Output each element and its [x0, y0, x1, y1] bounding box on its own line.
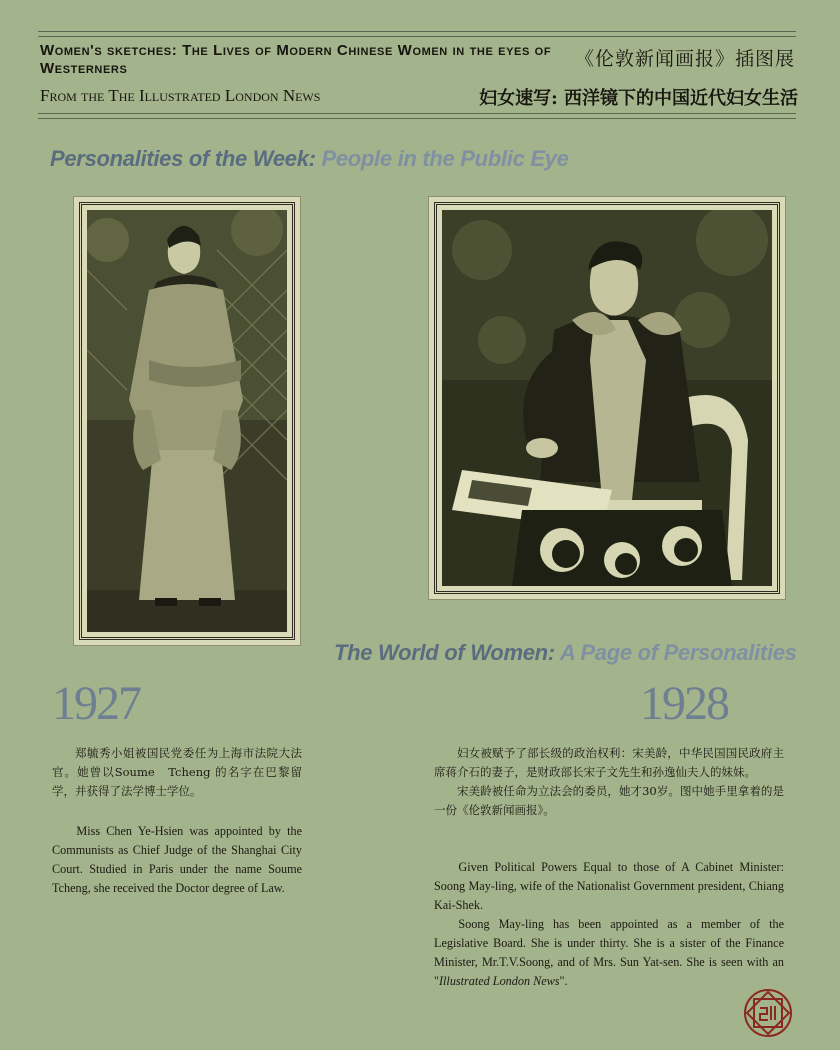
section1-paragraph-chinese: 郑毓秀小姐被国民党委任为上海市法院大法官。她曾以Soume Tcheng 的名字在巴黎留学，并获得了法学博士学位。	[52, 746, 302, 798]
header-rule-top	[38, 31, 796, 32]
header-subtitle-english: From the The Illustrated London News	[40, 86, 321, 105]
photo-standing-woman-illustration	[87, 210, 287, 632]
photo-chen-ye-hsien	[73, 196, 301, 646]
year-1927: 1927	[52, 677, 140, 730]
section2-title-tail: A Page of Personalities	[559, 640, 797, 665]
publication-name: Illustrated London News	[438, 974, 560, 988]
header-title-chinese: 《伦敦新闻画报》插图展	[575, 48, 796, 70]
header-subtitle-chinese: 妇女速写: 西洋镜下的中国近代妇女生活	[479, 88, 798, 109]
section2-title-lead: The World of Women:	[334, 640, 555, 665]
photo-image	[442, 210, 772, 586]
section2-paragraph-chinese-2: 宋美龄被任命为立法会的委员，她才30岁。图中她手里拿着的是一份《伦敦新闻画报》。	[434, 784, 784, 817]
header-rule-bottom-2	[38, 118, 796, 119]
section1-paragraph-english: Miss Chen Ye-Hsien was appointed by the Communists as Chief Judge of the Shanghai City Court. Studied in Paris under the name Soume Tcheng, she received the Doctor degree of Law.	[52, 824, 302, 895]
header-title-english: Women's sketches: The Lives of Modern Chinese Women in the eyes of Westerners	[40, 42, 552, 77]
header-rule-bottom	[38, 113, 796, 114]
paragraph-text-post: ".	[559, 974, 568, 988]
section2-text-english	[434, 858, 784, 991]
section1-text-chinese	[52, 744, 302, 801]
section2-text-chinese	[434, 744, 784, 820]
seal-logo-icon	[743, 988, 793, 1038]
section2-paragraph-english-1: Given Political Powers Equal to those of A Cabinet Minister: Soong May-ling, wife of the Nationalist Government president, Chiang Kai-Shek.	[434, 860, 784, 912]
section2-paragraph-english-2	[434, 915, 784, 991]
header-rule-top-2	[38, 36, 796, 37]
section1-text-english	[52, 822, 302, 898]
section1-title	[50, 146, 569, 172]
section1-title-lead: Personalities of the Week:	[50, 146, 316, 171]
photo-seated-woman-illustration	[442, 210, 772, 586]
section1-title-tail: People in the Public Eye	[321, 146, 569, 171]
section2-paragraph-chinese-1: 妇女被赋予了部长级的政治权利：宋美龄，中华民国国民政府主席蒋介石的妻子，是财政部长宋子文先生和孙逸仙夫人的妹妹。	[434, 746, 784, 779]
paragraph-text-pre: Soong May-ling has been appointed as a member of the Legislative Board. She is under thirty. She is a sister of the Finance Minister, Mr.T.V.Soong, and of Mrs. Sun Yat-sen. She is seen with an "	[434, 917, 784, 988]
section2-title	[334, 640, 797, 666]
photo-image	[87, 210, 287, 632]
year-1928: 1928	[640, 677, 728, 730]
photo-soong-may-ling	[428, 196, 786, 600]
